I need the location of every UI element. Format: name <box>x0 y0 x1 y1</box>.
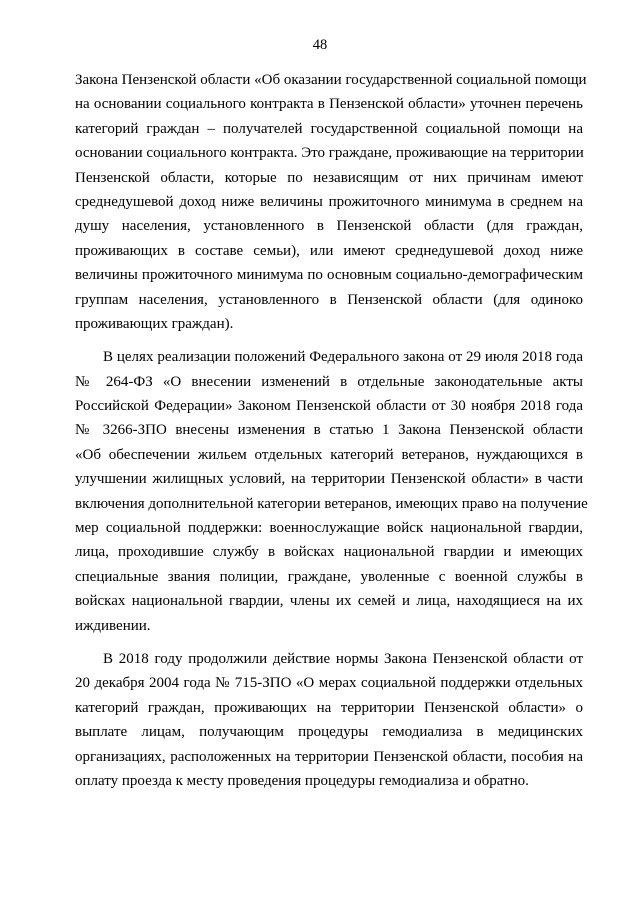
text-line: выплате лицам, получающим процедуры гемодиализа в медицинских <box>75 724 583 741</box>
text-line: 20 декабря 2004 года № 715-ЗПО «О мерах социальной поддержки отдельных <box>75 675 583 692</box>
text-line: лица, проходившие службу в войсках национальной гвардии и имеющих <box>75 544 583 561</box>
text-line: Закона Пензенской области «Об оказании государственной социальной помощи <box>75 72 587 88</box>
text-line: войсках национальной гвардии, члены их семей и лица, находящиеся на их <box>75 593 583 610</box>
text-line: среднедушевой доход ниже величины прожиточного минимума в среднем на <box>75 193 583 210</box>
text-line: категорий граждан – получателей государственной социальной помощи на <box>75 120 583 137</box>
text-line: организациях, расположенных на территории Пензенской области, пособия на <box>75 748 583 765</box>
text-line: оплату проезда к месту проведения процедуры гемодиализа и обратно. <box>75 772 529 789</box>
text-line: величины прожиточного минимума по основным социально-демографическим <box>75 267 583 284</box>
text-line: мер социальной поддержки: военнослужащие войск национальной гвардии, <box>75 520 583 537</box>
text-line: включения дополнительной категории ветеранов, имеющих право на получение <box>75 495 588 512</box>
paragraph <box>75 647 583 793</box>
text-line: основании социального контракта. Это граждане, проживающие на территории <box>75 145 584 162</box>
text-line: группам населения, установленного в Пензенской области (для одиноко <box>75 291 583 308</box>
text-line: на основании социального контракта в Пензенской области» уточнен перечень <box>75 96 583 113</box>
document-body <box>75 68 588 793</box>
text-line: № 264-ФЗ «О внесении изменений в отдельные законодательные акты <box>75 373 583 390</box>
text-line: категорий граждан, проживающих на территории Пензенской области» о <box>75 699 583 716</box>
text-line: «Об обеспечении жильем отдельных категорий ветеранов, нуждающихся в <box>75 446 583 463</box>
text-line: проживающих в составе семьи), или имеют среднедушевой доход ниже <box>75 242 583 259</box>
paragraph <box>75 345 588 638</box>
text-line: улучшении жилищных условий, на территории Пензенской области» в части <box>75 471 583 488</box>
text-line: Российской Федерации» Законом Пензенской области от 30 ноября 2018 года <box>75 398 583 415</box>
text-line: В целях реализации положений Федерального закона от 29 июля 2018 года <box>103 349 583 366</box>
text-line: Пензенской области, которые по независящим от них причинам имеют <box>75 169 583 186</box>
text-line: проживающих граждан). <box>75 315 234 332</box>
text-line: душу населения, установленного в Пензенской области (для граждан, <box>75 218 583 235</box>
text-line: В 2018 году продолжили действие нормы Закона Пензенской области от <box>103 650 583 667</box>
text-line: специальные звания полиции, граждане, уволенные с военной службы в <box>75 568 583 585</box>
text-line: иждивении. <box>75 617 151 634</box>
text-line: № 3266-ЗПО внесены изменения в статью 1 Закона Пензенской области <box>75 422 583 439</box>
page-number: 48 <box>312 37 328 53</box>
paragraph <box>75 68 587 336</box>
